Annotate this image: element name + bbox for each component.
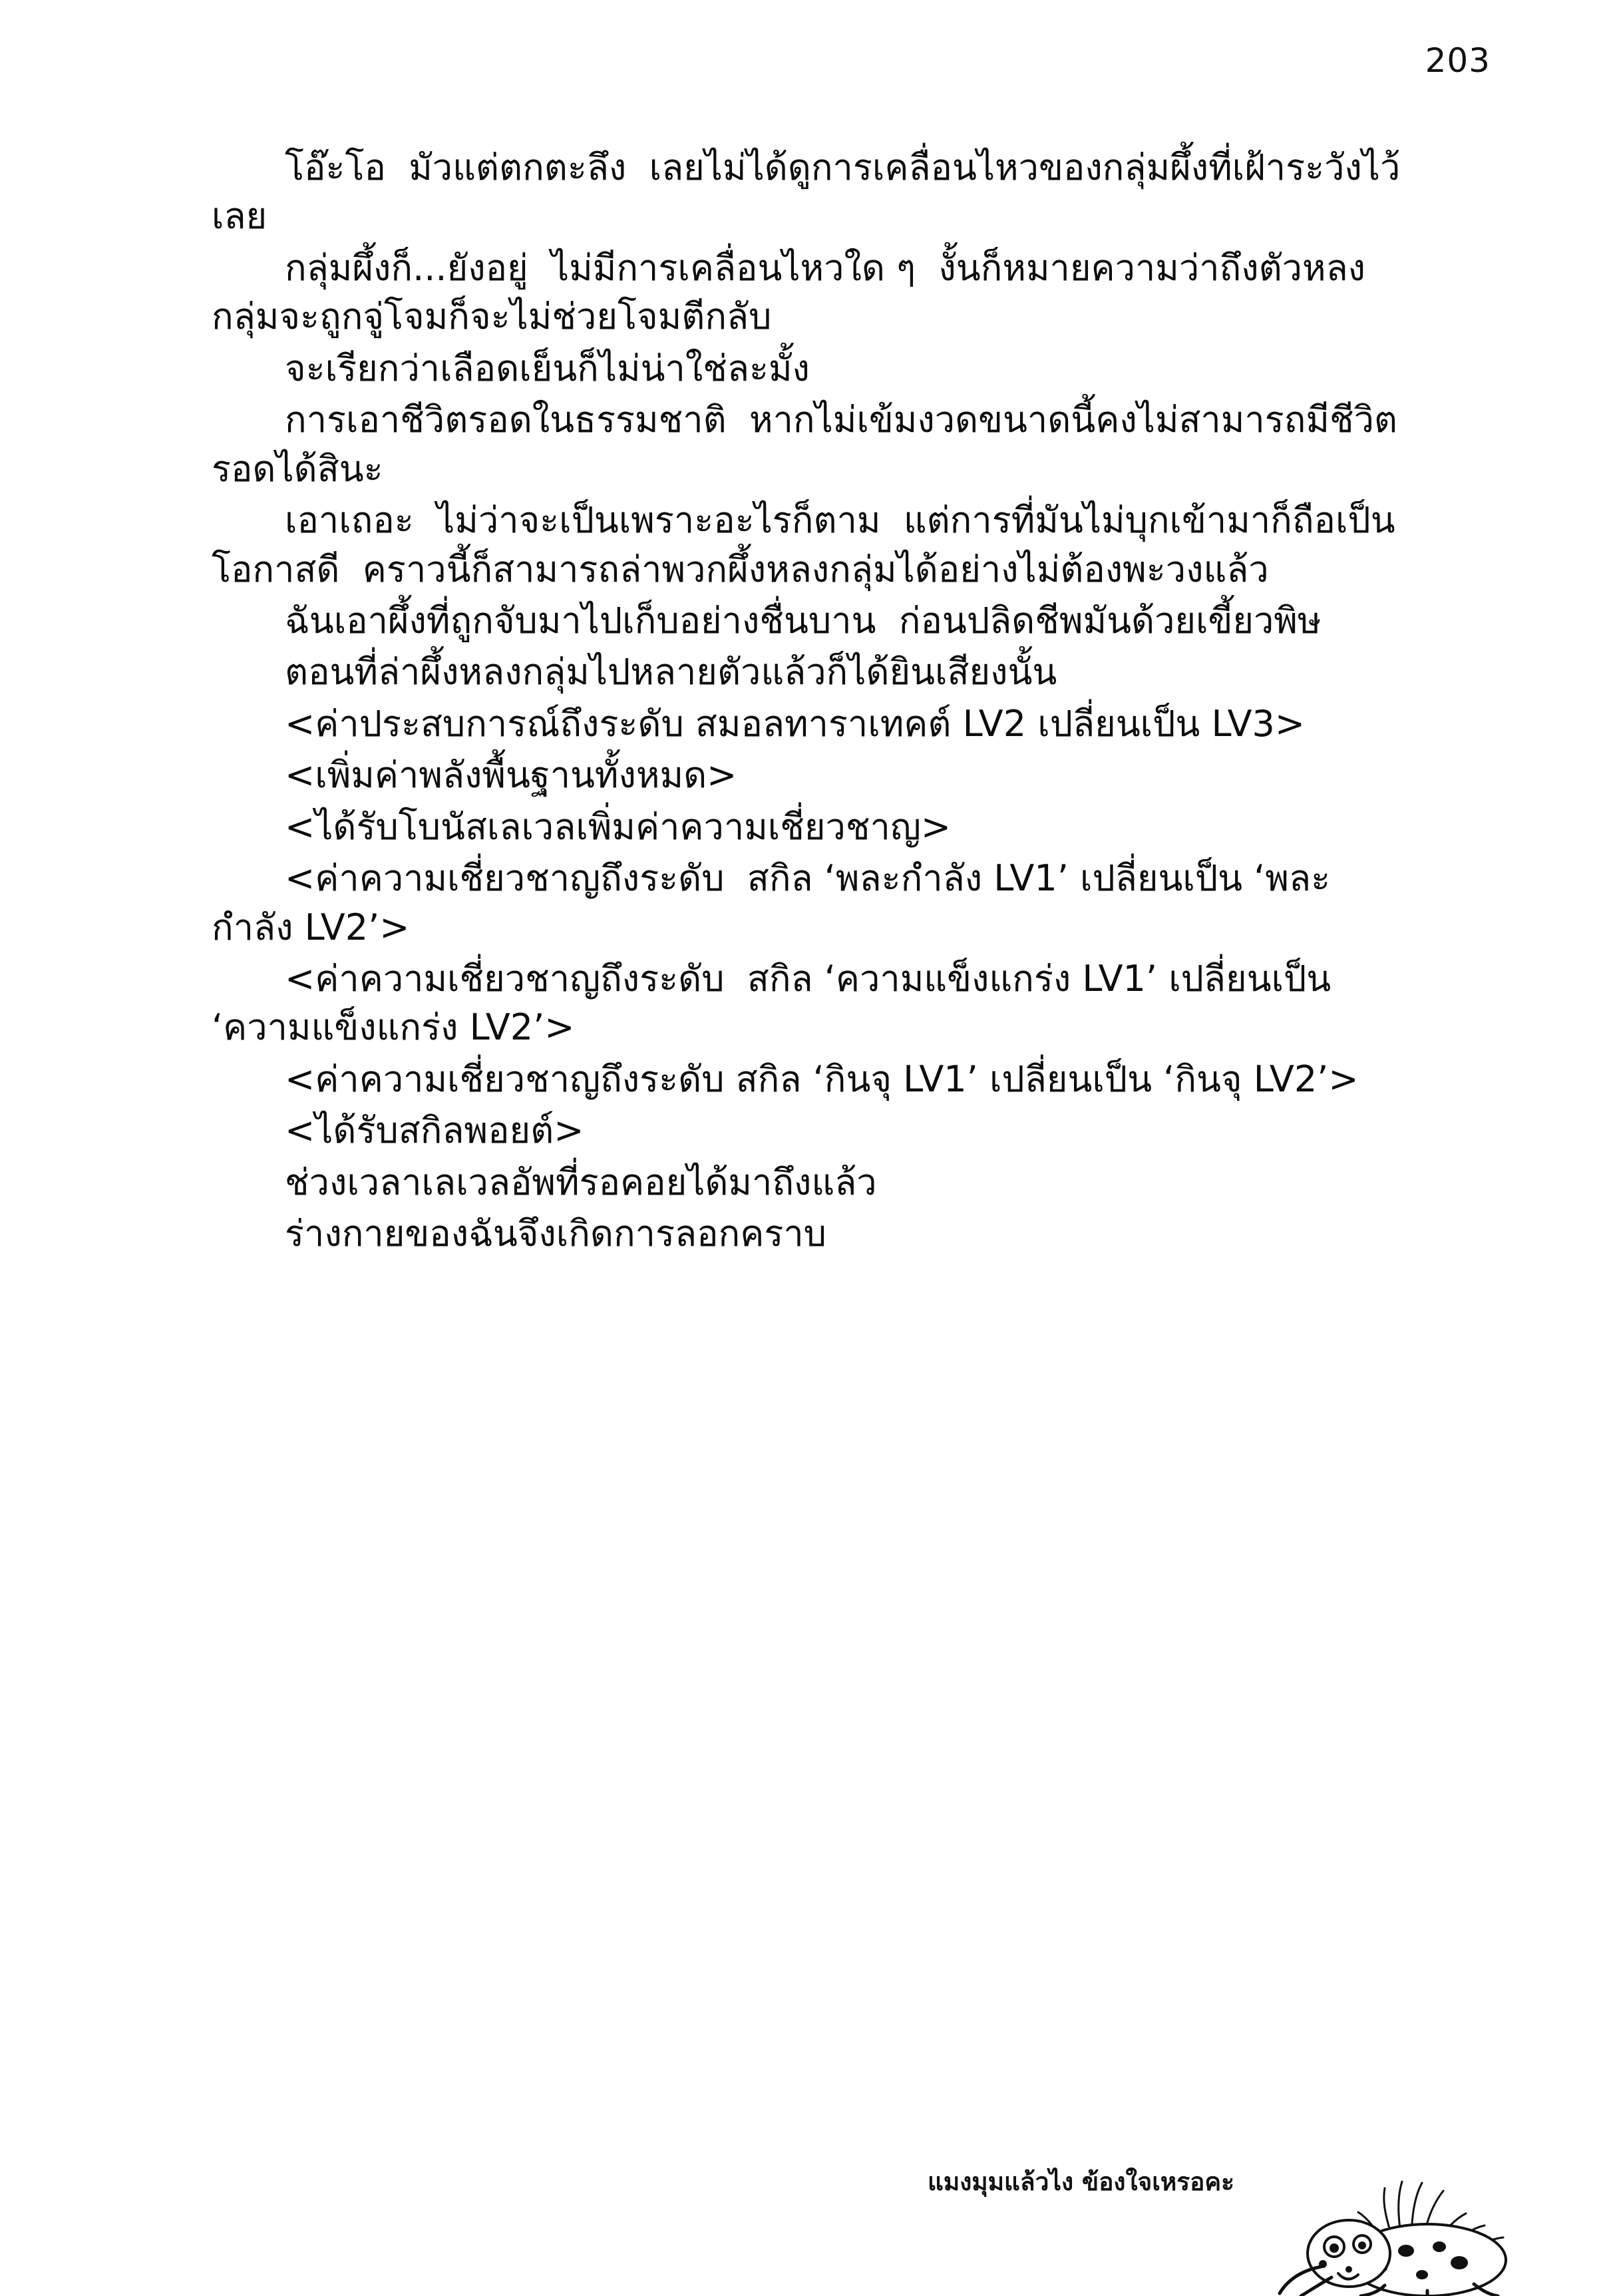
paragraph: ตอนที่ล่าผึ้งหลงกลุ่มไปหลายตัวแล้วก็ได้ยินเสียงนั้น [285,651,1057,693]
system-message: <ได้รับสกิลพอยต์> [285,1109,584,1152]
paragraph: ร่างกายของฉันจึงเกิดการลอกคราบ [285,1213,826,1255]
paragraph: จะเรียกว่าเลือดเย็นก็ไม่น่าใช่ละมั้ง [285,347,810,389]
system-message: <ค่าความเชี่ยวชาญถึงระดับ สกิล ‘พละกำลัง LV1’ เปลี่ยนเป็น ‘พละกำลัง LV2’> [212,857,1331,948]
paragraph: โอ๊ะโอ มัวแต่ตกตะลึง เลยไม่ได้ดูการเคลื่อนไหวของกลุ่มผึ้งที่เฝ้าระวังไว้เลย [212,146,1401,238]
page-footer [0,2070,1607,2289]
page-number: 203 [1425,41,1491,80]
page-text-body [212,143,1409,1261]
system-message: <เพิ่มค่าพลังพื้นฐานทั้งหมด> [285,754,737,797]
spider-character-icon [1228,2076,1534,2296]
system-message: <ค่าประสบการณ์ถึงระดับ สมอลทาราเทคต์ LV2 เปลี่ยนเป็น LV3> [285,702,1306,745]
system-message: <ได้รับโบนัสเลเวลเพิ่มค่าความเชี่ยวชาญ> [285,805,952,848]
paragraph: ฉันเอาผึ้งที่ถูกจับมาไปเก็บอย่างชื่นบาน ก่อนปลิดชีพมันด้วยเขี้ยวพิษ [285,599,1322,642]
paragraph: การเอาชีวิตรอดในธรรมชาติ หากไม่เข้มงวดขนาดนี้คงไม่สามารถมีชีวิตรอดได้สินะ [212,399,1397,490]
paragraph: ช่วงเวลาเลเวลอัพที่รอคอยได้มาถึงแล้ว [285,1161,877,1203]
footer-series-title: แมงมุมแล้วไง ข้องใจเหรอคะ [927,2168,1234,2196]
paragraph: กลุ่มผึ้งก็...ยังอยู่ ไม่มีการเคลื่อนไหวใด ๆ งั้นก็หมายความว่าถึงตัวหลงกลุ่มจะถูกจู่โจมก็จะไม่ช่วยโจมตีกลับ [212,246,1366,338]
system-message: <ค่าความเชี่ยวชาญถึงระดับ สกิล ‘ความแข็งแกร่ง LV1’ เปลี่ยนเป็น ‘ความแข็งแกร่ง LV2’> [212,958,1343,1049]
system-message: <ค่าความเชี่ยวชาญถึงระดับ สกิล ‘กินจุ LV1’ เปลี่ยนเป็น ‘กินจุ LV2’> [285,1057,1359,1100]
paragraph: เอาเถอะ ไม่ว่าจะเป็นเพราะอะไรก็ตาม แต่การที่มันไม่บุกเข้ามาก็ถือเป็นโอกาสดี คราวนี้ก็สามารถล่าพวกผึ้งหลงกลุ่มได้อย่างไม่ต้องพะวงแล้ว [212,499,1395,590]
